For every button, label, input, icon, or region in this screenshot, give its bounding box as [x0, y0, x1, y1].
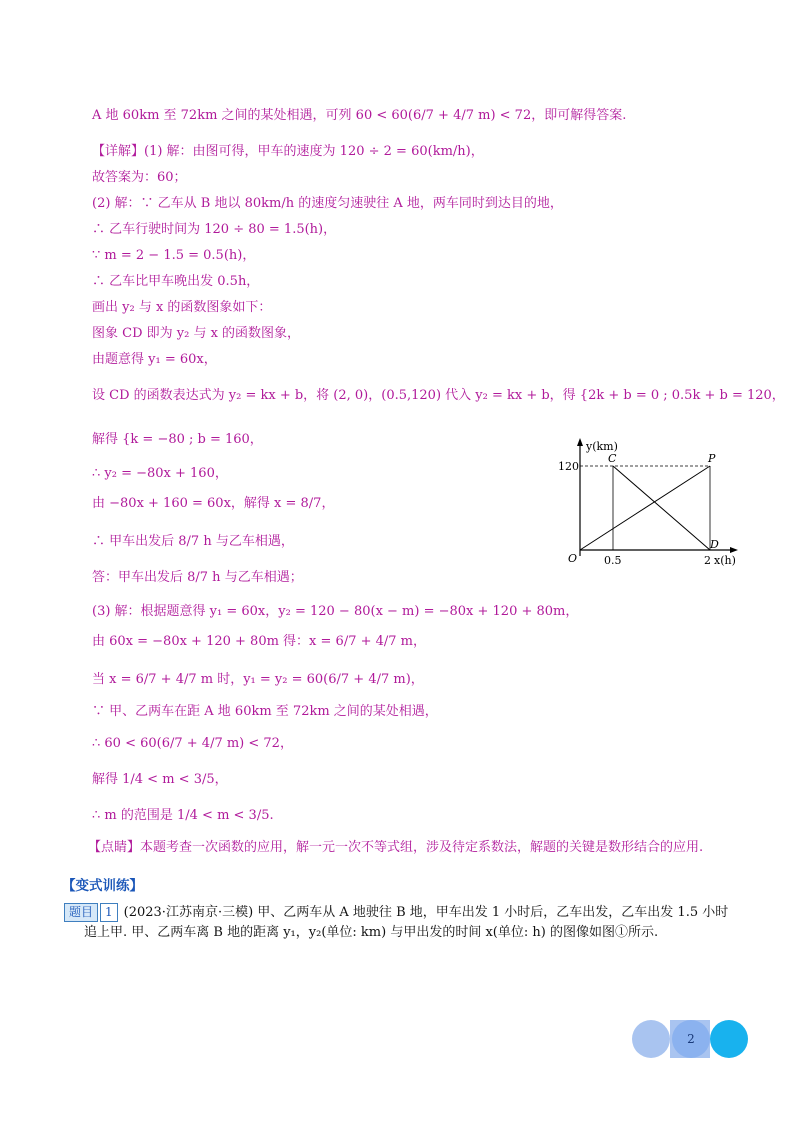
line-OP: [580, 466, 710, 550]
x-tick-half: 0.5: [604, 554, 622, 567]
point-d-label: D: [710, 538, 719, 551]
question-line-1: [64, 903, 744, 923]
y-axis-arrow: [577, 438, 583, 446]
text-line: 当 x = 6/7 + 4/7 m 时，y₁ = y₂ = 60(6/7 + 4/7 m)，: [92, 672, 424, 687]
page-number: 2: [687, 1032, 695, 1046]
text-line: ∴ y₂ = −80x + 160，: [92, 466, 228, 481]
origin-label: O: [568, 552, 578, 565]
text-line: 图象 CD 即为 y₂ 与 x 的函数图象，: [92, 326, 301, 341]
text-line: ∴ 乙车行驶时间为 120 ÷ 80 = 1.5(h)，: [92, 222, 337, 237]
question-text-1: (2023·江苏南京·三模) 甲、乙两车从 A 地驶往 B 地，甲车出发 1 小时后，乙车出发，乙车出发 1.5 小时: [123, 905, 729, 920]
text-line: ∵ m = 2 − 1.5 = 0.5(h)，: [92, 248, 256, 263]
x-axis-label: x(h): [714, 554, 736, 567]
pill-left-circle: [632, 1020, 670, 1058]
text-line: 故答案为：60；: [92, 170, 187, 185]
x-tick-two: 2: [704, 554, 711, 567]
line-CD: [613, 466, 710, 550]
text-line: 由 −80x + 160 = 60x，解得 x = 8/7，: [92, 496, 335, 511]
point-p-label: P: [708, 452, 716, 465]
text-line: 解得 {k = −80 ; b = 160，: [92, 432, 263, 447]
function-graph: [558, 438, 748, 578]
page-number-badge: [632, 1020, 748, 1058]
question-block: [64, 903, 744, 943]
x-axis-arrow: [730, 547, 738, 553]
text-line: A 地 60km 至 72km 之间的某处相遇，可列 60 < 60(6/7 + 4/7 m) < 72，即可解得答案.: [92, 108, 627, 123]
text-line: (3) 解：根据题意得 y₁ = 60x，y₂ = 120 − 80(x − m) = −80x + 120 + 80m，: [92, 604, 579, 619]
text-line: (2) 解：∵ 乙车从 B 地以 80km/h 的速度匀速驶往 A 地，两车同时到达目的地，: [92, 196, 563, 211]
text-line: ∴ m 的范围是 1/4 < m < 3/5.: [92, 808, 274, 823]
question-badge: 题目: [64, 903, 98, 922]
y-axis-label: y(km): [586, 440, 618, 453]
text-line: 由题意得 y₁ = 60x，: [92, 352, 217, 367]
question-line-2: 追上甲. 甲、乙两车离 B 地的距离 y₁，y₂(单位: km) 与甲出发的时间 x(单位: h) 的图像如图①所示.: [84, 925, 659, 940]
text-line: ∴ 甲车出发后 8/7 h 与乙车相遇，: [92, 534, 294, 549]
text-line: 【详解】(1) 解：由图可得，甲车的速度为 120 ÷ 2 = 60(km/h)，: [92, 144, 484, 159]
pill-right-circle: [710, 1020, 748, 1058]
question-number: 1: [100, 903, 118, 922]
y-tick-label: 120: [558, 460, 579, 473]
section-title: 【变式训练】: [62, 878, 143, 894]
text-line: 画出 y₂ 与 x 的函数图象如下：: [92, 300, 272, 315]
text-line: 【点睛】本题考查一次函数的应用，解一元一次不等式组，涉及待定系数法，解题的关键是数形结合的应用.: [88, 840, 704, 855]
text-line: ∴ 乙车比甲车晚出发 0.5h，: [92, 274, 260, 289]
text-line: 由 60x = −80x + 120 + 80m 得：x = 6/7 + 4/7 m，: [92, 634, 427, 649]
text-line: ∴ 60 < 60(6/7 + 4/7 m) < 72，: [92, 736, 293, 751]
text-line: 答：甲车出发后 8/7 h 与乙车相遇；: [92, 570, 303, 585]
text-line: ∵ 甲、乙两车在距 A 地 60km 至 72km 之间的某处相遇，: [92, 704, 438, 719]
point-c-label: C: [608, 452, 617, 465]
text-line: 解得 1/4 < m < 3/5，: [92, 772, 228, 787]
text-line: 设 CD 的函数表达式为 y₂ = kx + b，将 (2, 0)，(0.5,120) 代入 y₂ = kx + b，得 {2k + b = 0 ; 0.5k + b = 120，: [92, 388, 785, 403]
